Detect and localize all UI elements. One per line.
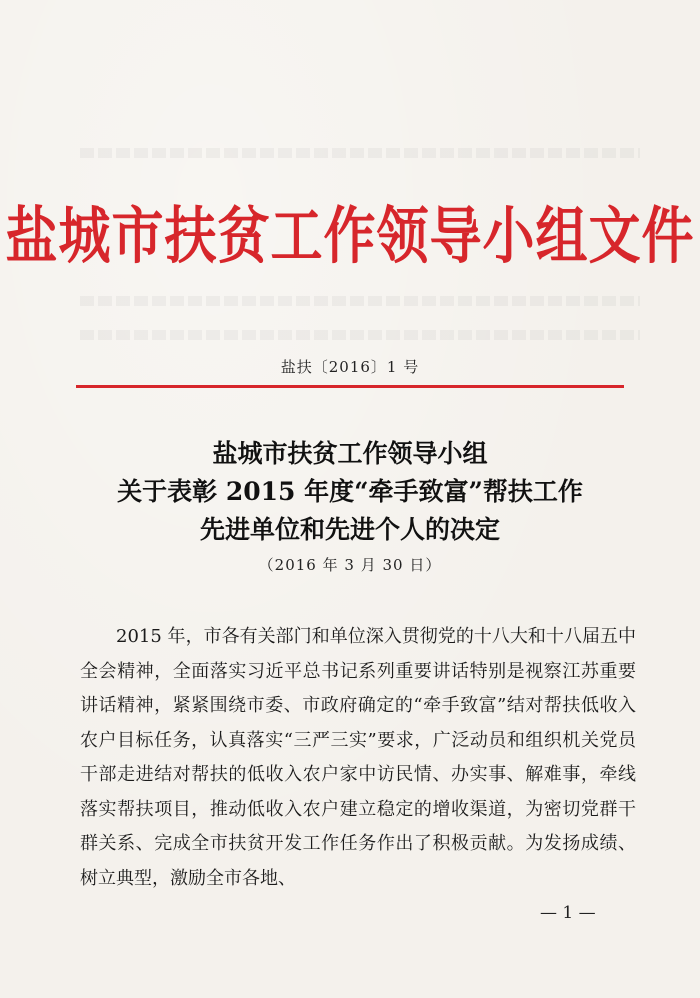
bleed-through-texture	[80, 148, 640, 158]
document-body	[80, 620, 636, 896]
document-title-line-2: 关于表彰 2015 年度“牵手致富”帮扶工作	[117, 477, 583, 506]
document-number: 盐扶〔2016〕1 号	[280, 358, 420, 376]
body-paragraph: 2015 年，市各有关部门和单位深入贯彻党的十八大和十八届五中全会精神，全面落实习近平总书记系列重要讲话特别是视察江苏重要讲话精神，紧紧围绕市委、市政府确定的“牵手致富”结对帮扶低收入农户目标任务，认真落实“三严三实”要求，广泛动员和组织机关党员干部走进结对帮扶的低收入农户家中访民情、办实事、解难事，牵线落实帮扶项目，推动低收入农户建立稳定的增收渠道，为密切党群干群关系、完成全市扶贫开发工作任务作出了积极贡献。为发扬成绩、树立典型，激励全市各地、	[80, 626, 636, 889]
document-title-line-3: 先进单位和先进个人的决定	[199, 515, 500, 544]
bleed-through-texture	[80, 296, 640, 306]
document-date: （2016 年 3 月 30 日）	[258, 556, 442, 574]
red-separator-line	[76, 385, 624, 388]
document-masthead: 盐城市扶贫工作领导小组文件	[5, 200, 695, 273]
document-title-line-1: 盐城市扶贫工作领导小组	[212, 439, 488, 468]
page-number: — 1 —	[540, 903, 596, 923]
bleed-through-texture	[80, 330, 640, 340]
